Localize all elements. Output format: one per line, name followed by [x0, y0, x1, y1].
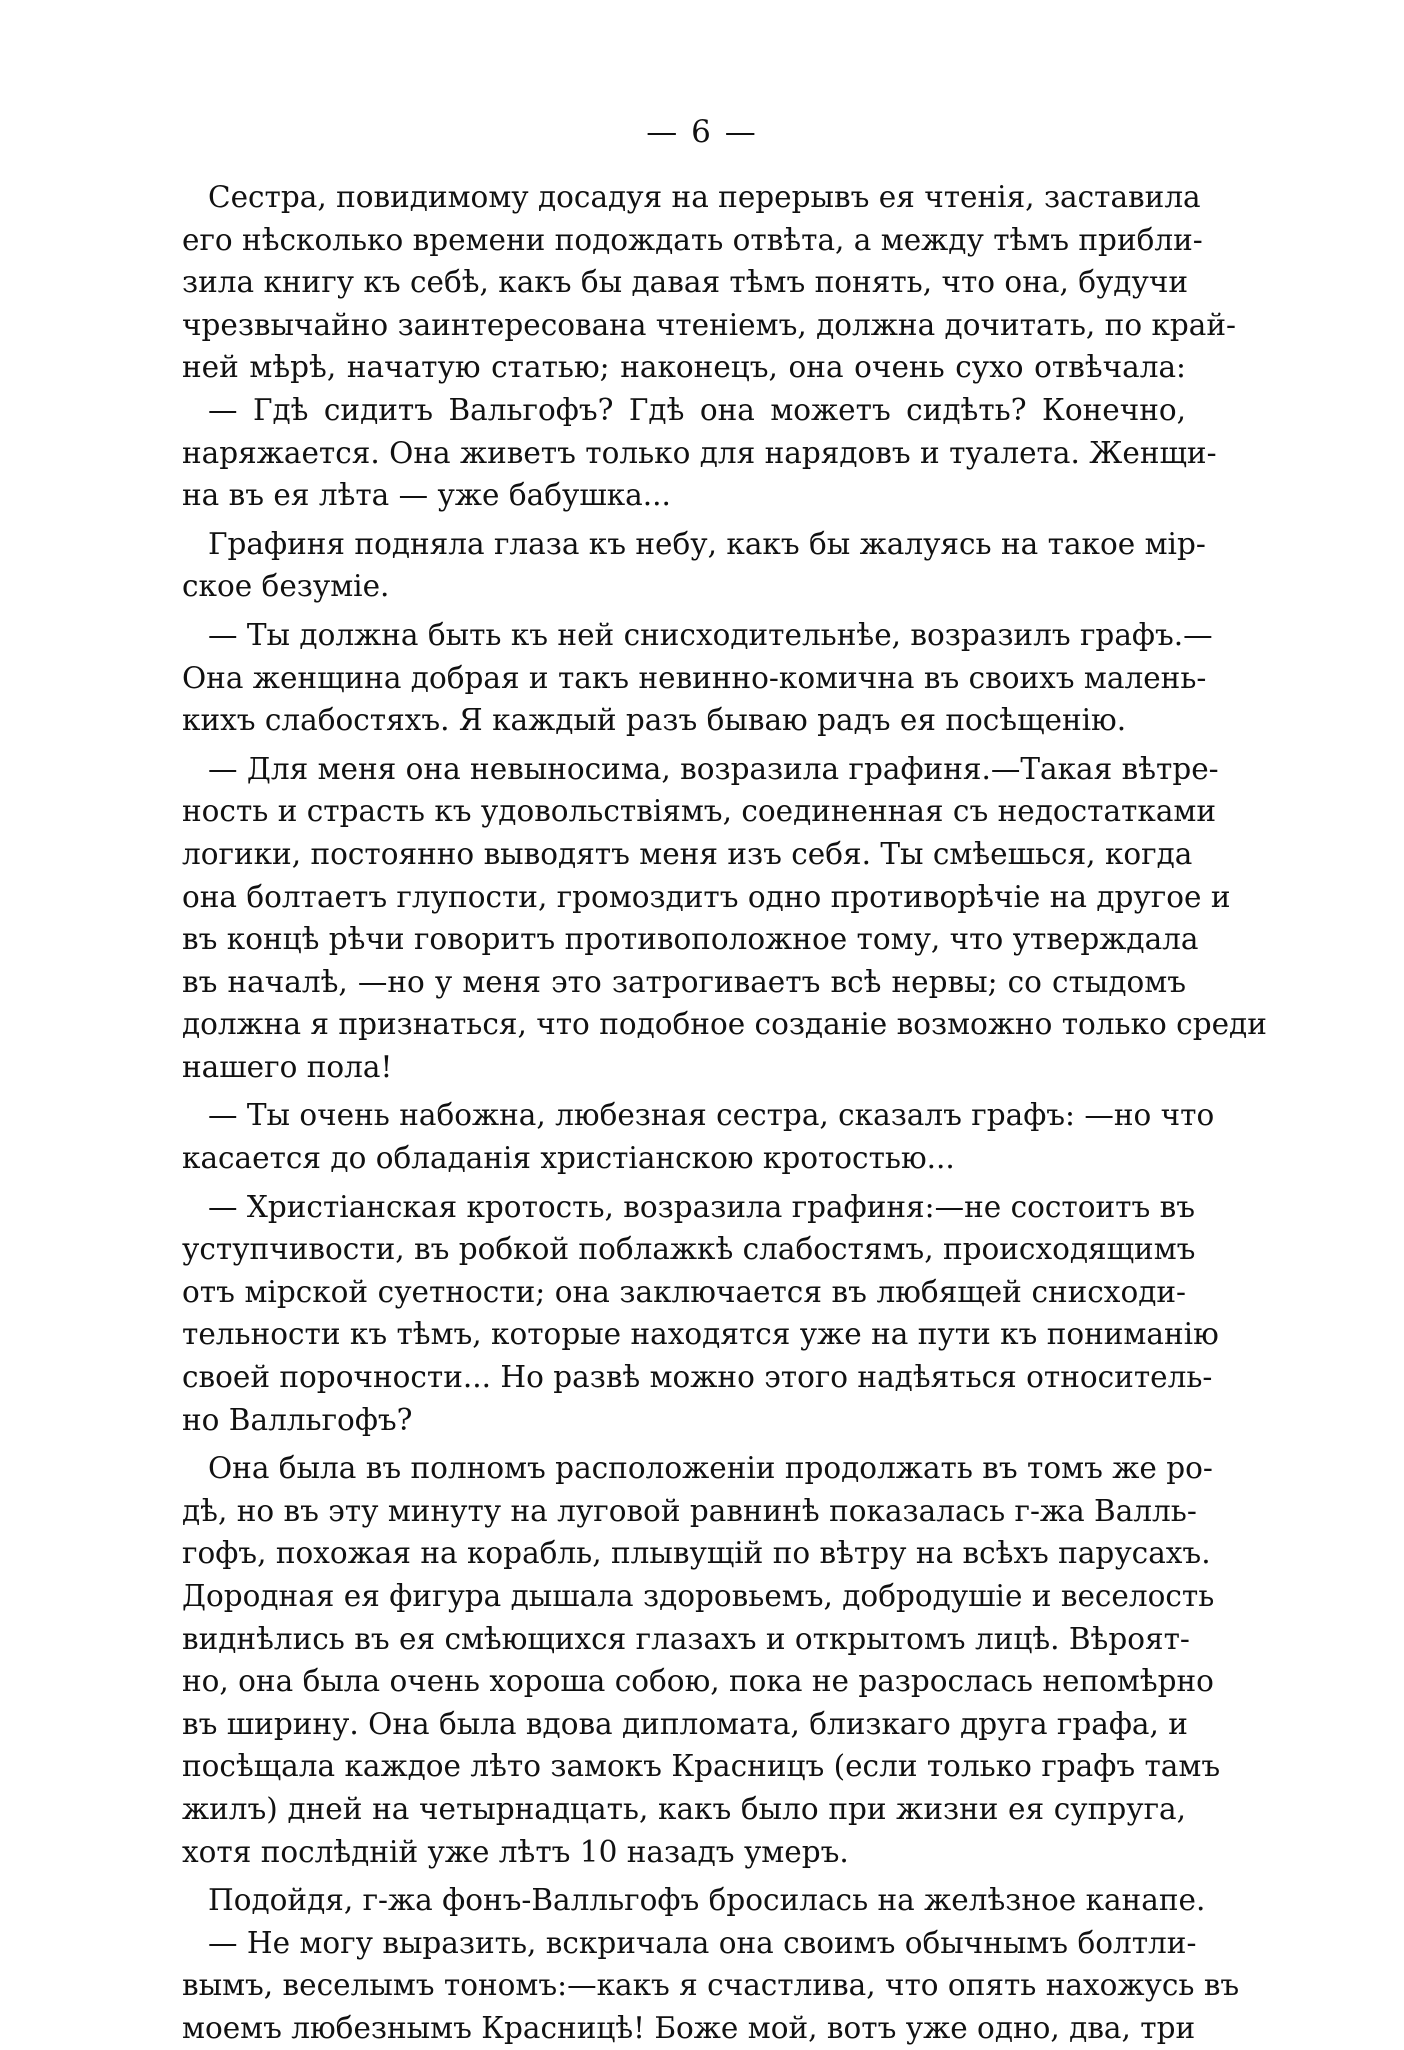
- text-line: Она женщина добрая и такъ невинно-комична въ своихъ малень-: [182, 660, 1207, 695]
- text-line: отъ мірской суетности; она заключается въ любящей снисходи-: [182, 1274, 1186, 1309]
- text-line: — Для меня она невыносима, возразила графиня.—Такая вѣтре-: [208, 751, 1219, 786]
- text-line: ское безуміе.: [182, 569, 390, 604]
- text-line: Дородная ея фигура дышала здоровьемъ, добродушіе и веселость: [182, 1579, 1215, 1613]
- text-line: зила книгу къ себѣ, какъ бы давая тѣмъ понять, что она, будучи: [182, 265, 1188, 300]
- text-line: Графиня подняла глаза къ небу, какъ бы жалуясь на такое мір-: [208, 526, 1206, 561]
- text-line: моемъ любезнымъ Красницѣ! Боже мой, вотъ уже одно, два, три: [182, 2010, 1196, 2045]
- text-line: вымъ, веселымъ тономъ:—какъ я счастлива, что опять нахожусь въ: [182, 1968, 1240, 2003]
- text-line: но, она была очень хороша собою, пока не разрослась непомѣрно: [182, 1664, 1214, 1699]
- text-line: жилъ) дней на четырнадцать, какъ было при жизни ея супруга,: [182, 1791, 1186, 1826]
- text-line: Она была въ полномъ расположеніи продолжать въ томъ же ро-: [208, 1451, 1213, 1486]
- text-line: — Ты должна быть къ ней снисходительнѣе, возразилъ графъ.—: [208, 617, 1213, 652]
- text-line: въ началѣ, —но у меня это затрогиваетъ всѣ нервы; со стыдомъ: [182, 964, 1186, 999]
- text-line: чрезвычайно заинтересована чтеніемъ, должна дочитать, по край-: [182, 307, 1237, 342]
- text-line: Сестра, повидимому досадуя на перерывъ ея чтенія, заставила: [208, 180, 1201, 214]
- text-line: должна я признаться, что подобное созданіе возможно только среди: [182, 1007, 1267, 1042]
- text-line: — Христіанская кротость, возразила графиня:—не состоитъ въ: [208, 1189, 1195, 1224]
- text-line: наряжается. Она живетъ только для нарядовъ и туалета. Женщи-: [182, 435, 1217, 470]
- text-line: касается до обладанія христіанскою кротостью...: [182, 1141, 955, 1176]
- text-line: — Не могу выразить, вскричала она своимъ обычнымъ болтли-: [208, 1925, 1197, 1960]
- text-line: уступчивости, въ робкой поблажкѣ слабостямъ, происходящимъ: [182, 1232, 1196, 1267]
- body-text: [182, 176, 1267, 2050]
- text-line: тельности къ тѣмъ, которые находятся уже на пути къ пониманію: [182, 1317, 1219, 1352]
- text-line: нашего пола!: [182, 1049, 393, 1084]
- page-number: — 6 —: [646, 114, 758, 150]
- text-line: на въ ея лѣта — уже бабушка...: [182, 478, 671, 513]
- text-line: въ концѣ рѣчи говоритъ противоположное тому, что утверждала: [182, 922, 1199, 957]
- text-line: Подойдя, г-жа фонъ-Валльгофъ бросилась на желѣзное канапе.: [208, 1883, 1206, 1918]
- text-line: ность и страсть къ удовольствіямъ, соединенная съ недостатками: [182, 794, 1217, 829]
- text-line: хотя послѣдній уже лѣтъ 10 назадъ умеръ.: [182, 1834, 849, 1869]
- text-line: виднѣлись въ ея смѣющихся глазахъ и открытомъ лицѣ. Вѣроят-: [182, 1621, 1190, 1656]
- text-line: логики, постоянно выводятъ меня изъ себя. Ты смѣешься, когда: [182, 836, 1193, 871]
- text-line: посѣщала каждое лѣто замокъ Красницъ (если только графъ тамъ: [182, 1749, 1221, 1784]
- text-line: она болтаетъ глупости, громоздитъ одно противорѣчіе на другое и: [182, 879, 1231, 914]
- text-line: кихъ слабостяхъ. Я каждый разъ бываю радъ ея посѣщенію.: [182, 703, 1127, 738]
- text-line: ней мѣрѣ, начатую статью; наконецъ, она очень сухо отвѣчала:: [182, 350, 1186, 385]
- text-line: гофъ, похожая на корабль, плывущій по вѣтру на всѣхъ парусахъ.: [182, 1536, 1211, 1571]
- text-line: своей порочности... Но развѣ можно этого надѣяться относитель-: [182, 1360, 1213, 1395]
- text-line: но Валльгофъ?: [182, 1402, 413, 1437]
- text-line: — Ты очень набожна, любезная сестра, сказалъ графъ: —но что: [208, 1098, 1215, 1133]
- text-line: дѣ, но въ эту минуту на луговой равнинѣ показалась г-жа Валль-: [182, 1493, 1197, 1528]
- text-line: въ ширину. Она была вдова дипломата, близкаго друга графа, и: [182, 1706, 1188, 1741]
- text-line: — Гдѣ сидитъ Вальгофъ? Гдѣ она можетъ сидѣть? Конечно,: [208, 392, 1186, 427]
- text-line: его нѣсколько времени подождать отвѣта, а между тѣмъ прибли-: [182, 222, 1203, 257]
